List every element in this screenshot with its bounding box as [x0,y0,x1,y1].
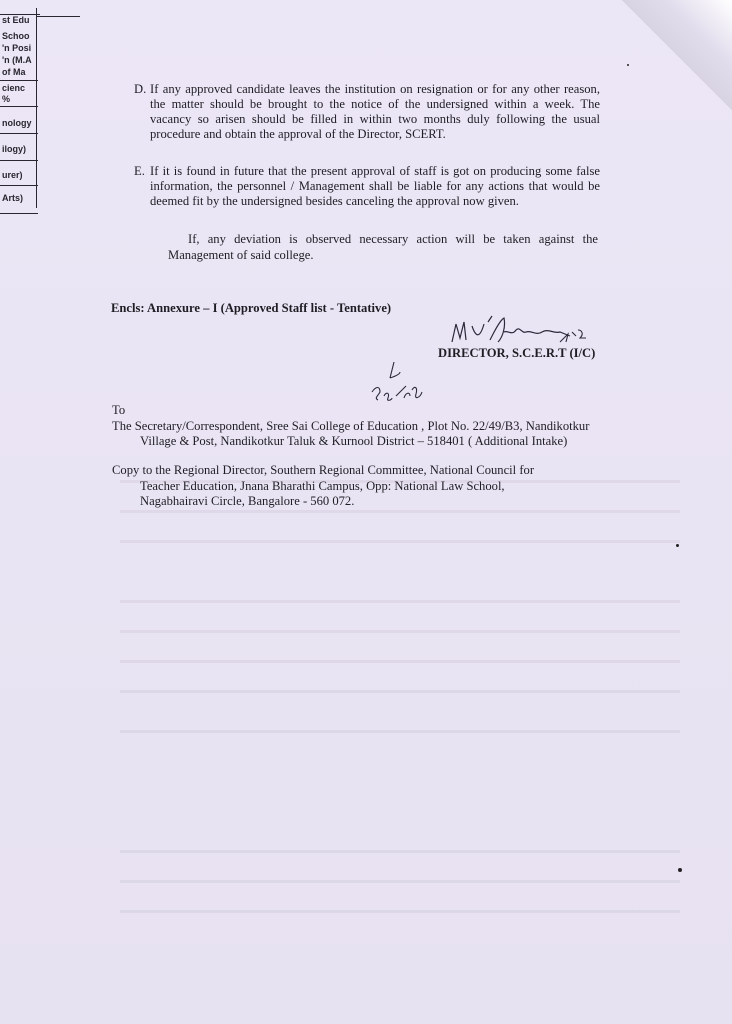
edge-text: ilogy) [2,144,26,154]
closing-note: If, any deviation is observed necessary action will be taken against the Management of said college. [168,232,598,262]
enclosure-line: Encls: Annexure – I (Approved Staff list - Tentative) [111,301,392,315]
signatory-title: DIRECTOR, S.C.E.R.T (I/C) [438,346,596,360]
copy-to-block [112,463,534,510]
recipient-line: The Secretary/Correspondent, Sree Sai College of Education , Plot No. 22/49/B3, Nandikotkur [112,418,590,433]
bleed-through-line [120,910,680,913]
edge-rule [0,80,38,81]
scan-speck [627,64,629,66]
bleed-through-line [120,600,680,603]
clause-label: D. [134,82,147,96]
edge-vertical-rule [36,8,37,208]
bleed-through-line [120,660,680,663]
edge-text: nology [2,118,32,128]
to-heading: To [112,403,126,417]
page-fold-corner [622,0,732,110]
edge-rule [0,185,38,186]
edge-text: Arts) [2,193,24,203]
scan-speck [676,544,679,547]
clause-text: If any approved candidate leaves the institution on resignation or for any other reason, the matter should be brought to the notice of the undersigned within a week. The vacancy so arisen should be filled in within two months duly following the usual procedure and obtain the approval of the Director, SCERT. [150,82,600,141]
edge-text: 'n (M.A [2,55,32,65]
recipient-line: Village & Post, Nandikotkur Taluk & Kurnool District – 518401 ( Additional Intake) [140,434,568,448]
clause-e [134,164,600,209]
edge-text: 'n Posi [2,43,32,53]
bleed-through-line [120,540,680,543]
edge-text: % [2,94,11,104]
initials-graphic [370,358,430,408]
copy-to-line: Nagabhairavi Circle, Bangalore - 560 072. [140,494,355,508]
recipient-block [112,403,589,450]
bleed-through-line [120,880,680,883]
edge-rule [0,160,38,161]
left-edge-table-fragment [0,0,40,230]
edge-rule [0,133,38,134]
clause-text: If it is found in future that the present approval of staff is got on producing some false information, the personnel / Management shall be liable for any actions that would be deemed fit by the undersigned besides canceling the approval now given. [150,164,600,208]
edge-text: of Ma [2,67,26,77]
bleed-through-line [120,730,680,733]
clause-d [134,82,600,142]
edge-text: urer) [2,170,23,180]
bleed-through-line [120,510,680,513]
edge-text: Schoo [2,31,30,41]
bleed-through-line [120,690,680,693]
edge-rule [0,106,38,107]
clause-label: E. [134,164,145,178]
bleed-through-line [120,630,680,633]
copy-to-line: Teacher Education, Jnana Bharathi Campus, Opp: National Law School, [140,478,505,493]
copy-to-line: Copy to the Regional Director, Southern Regional Committee, National Council for [112,463,535,477]
scan-speck [678,868,682,872]
edge-rule [36,16,80,17]
bleed-through-line [120,850,680,853]
edge-text: st Edu [2,15,30,25]
edge-rule [0,213,38,214]
edge-text: cienc [2,83,26,93]
